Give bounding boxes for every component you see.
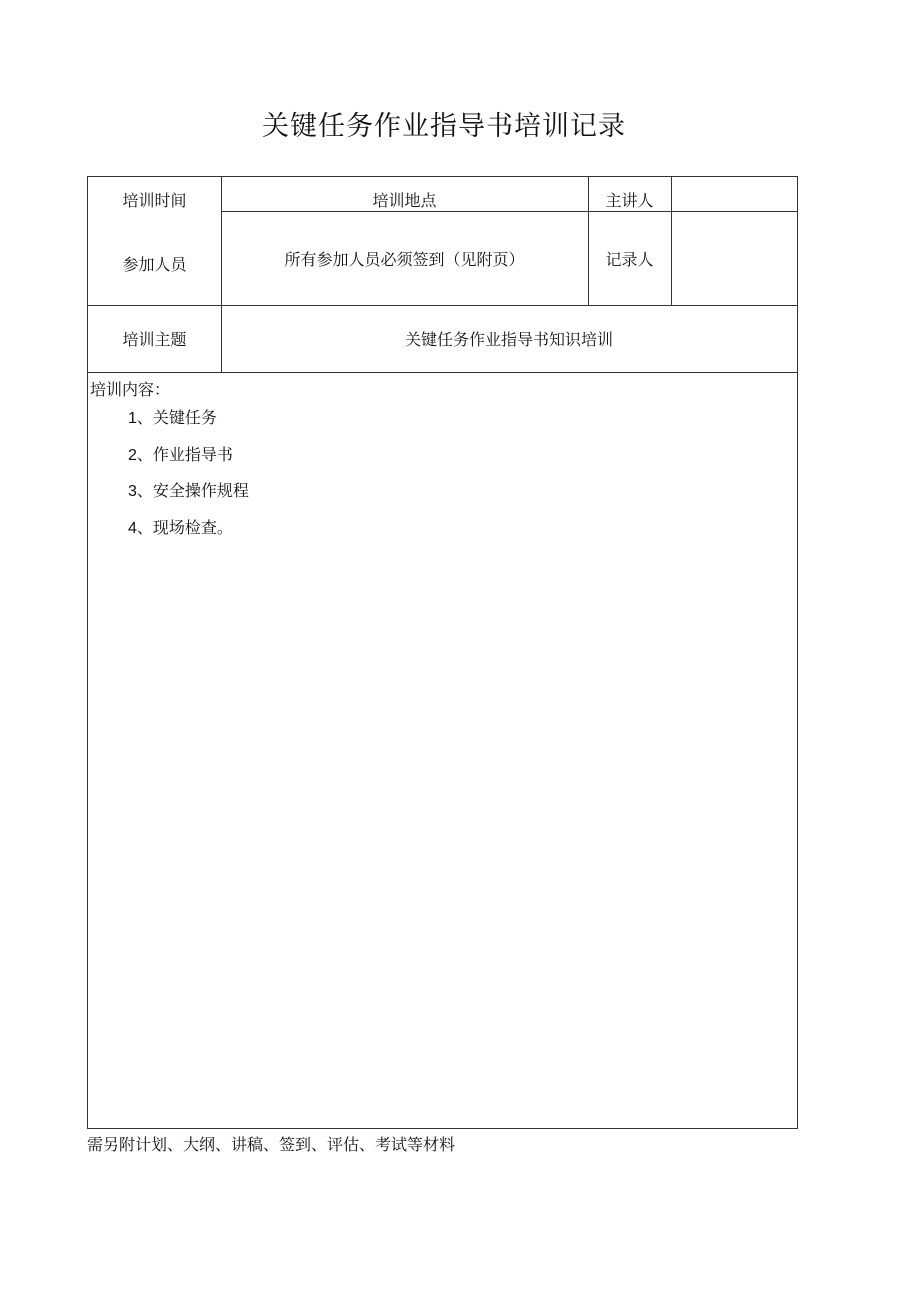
participants-value: 所有参加人员必须签到（见附页） (284, 249, 525, 269)
recorder-value[interactable] (671, 211, 797, 305)
list-item-text: 、现场检查。 (136, 517, 233, 537)
document-title: 关键任务作业指导书培训记录 (262, 111, 626, 142)
list-item-number: 3 (128, 483, 137, 500)
list-item-number: 1 (128, 410, 137, 427)
recorder-label: 记录人 (605, 249, 654, 269)
topic-label: 培训主题 (122, 330, 187, 349)
footnote: 需另附计划、大纲、讲稿、签到、评估、考试等材料 (87, 1135, 456, 1154)
content-list (128, 407, 249, 553)
list-item-number: 4 (128, 519, 137, 537)
list-item (128, 517, 249, 554)
list-item-text: 、安全操作规程 (136, 481, 249, 500)
list-item (128, 480, 249, 517)
list-item-text: 、作业指导书 (136, 444, 233, 464)
topic-value: 关键任务作业指导书知识培训 (404, 330, 613, 349)
lecturer-label: 主讲人 (605, 190, 654, 210)
content-label: 培训内容： (90, 380, 171, 399)
training-record-table (87, 176, 798, 1129)
lecturer-value[interactable] (671, 177, 797, 211)
list-item-text: 、关键任务 (136, 408, 217, 427)
participants-label: 参加人员 (122, 254, 187, 274)
training-location-label: 培训地点 (372, 190, 437, 210)
training-time-label: 培训时间 (122, 190, 187, 210)
grid-line (88, 372, 797, 373)
list-item (128, 444, 249, 481)
list-item-number: 2 (128, 446, 137, 464)
list-item (128, 407, 249, 444)
